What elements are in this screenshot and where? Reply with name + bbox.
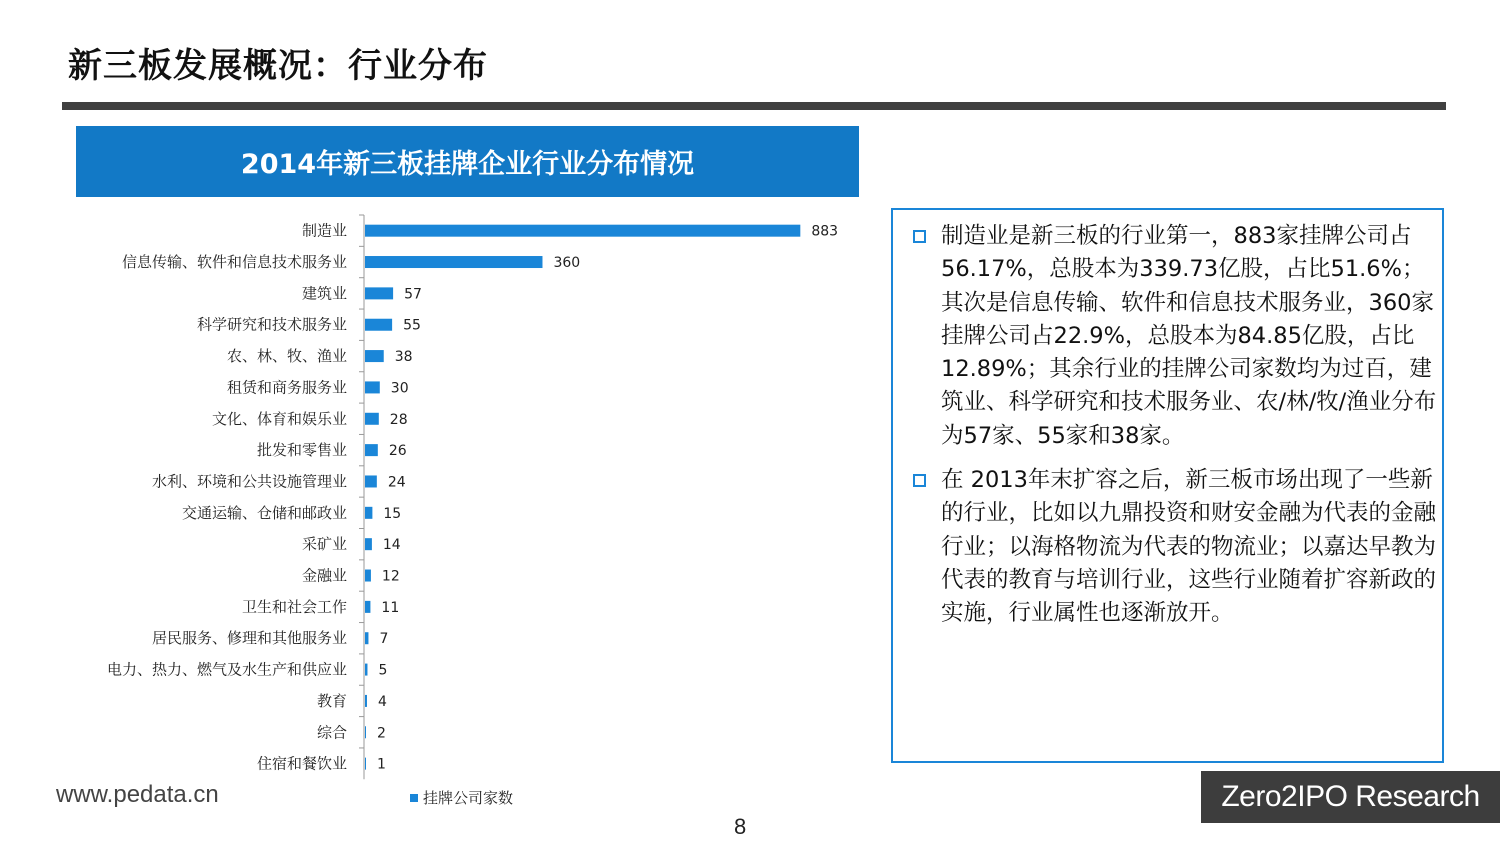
- data-label: 26: [388, 443, 407, 460]
- bar: [365, 381, 380, 393]
- data-label: 2: [377, 725, 386, 742]
- category-label: 电力、热力、燃气及水生产和供应业: [106, 660, 347, 679]
- note-text: 制造业是新三板的行业第一，883家挂牌公司占56.17%，总股本为339.73亿股，占比51.6%；其次是信息传输、软件和信息技术服务业，360家挂牌公司占22.9%，总股本为84.85亿股，占比12.89%；其余行业的挂牌公司家数均为过百，建筑业、科学研究和技术服务业、农/林/牧/渔业分布为57家、55家和38家。: [941, 223, 1437, 449]
- bar: [365, 538, 372, 550]
- data-label: 7: [379, 631, 389, 648]
- note-text: 在 2013年末扩容之后，新三板市场出现了一些新的行业，比如以九鼎投资和财安金融为代表的金融行业；以海格物流为代表的物流业；以嘉达早教为代表的教育与培训行业，这些行业随着扩容新政的实施，行业属性也逐渐放开。: [941, 467, 1437, 627]
- chart-title: 2014年新三板挂牌企业行业分布情况: [76, 126, 859, 197]
- bar: [365, 350, 384, 362]
- category-label: 文化、体育和娱乐业: [211, 409, 347, 428]
- category-label: 信息传输、软件和信息技术服务业: [121, 253, 347, 272]
- website-link[interactable]: www.pedata.cn: [56, 781, 219, 808]
- category-label: 建筑业: [301, 284, 347, 303]
- data-label: 11: [381, 599, 400, 616]
- data-label: 360: [553, 255, 581, 272]
- bar: [365, 507, 372, 519]
- data-label: 12: [381, 568, 400, 585]
- bar: [365, 225, 800, 237]
- data-label: 15: [383, 505, 402, 522]
- square-bullet-icon: [913, 230, 926, 243]
- category-label: 批发和零售业: [256, 441, 347, 460]
- bar: [365, 758, 366, 770]
- bar: [365, 726, 366, 738]
- data-label: 24: [387, 474, 406, 491]
- category-label: 科学研究和技术服务业: [196, 315, 347, 334]
- page-title: 新三板发展概况：行业分布: [68, 46, 488, 86]
- category-label: 交通运输、仓储和邮政业: [181, 503, 347, 522]
- category-label: 租赁和商务服务业: [226, 378, 347, 397]
- bar: [365, 413, 379, 425]
- bar-chart: [0, 205, 860, 783]
- category-label: 综合: [316, 723, 347, 742]
- data-label: 5: [378, 662, 388, 679]
- data-label: 14: [382, 537, 401, 554]
- category-label: 水利、环境和公共设施管理业: [151, 472, 347, 491]
- title-divider: [62, 102, 1446, 110]
- bar: [365, 319, 392, 331]
- category-label: 住宿和餐饮业: [256, 754, 347, 773]
- bar: [365, 444, 378, 456]
- bar: [365, 601, 370, 613]
- bar: [365, 475, 377, 487]
- data-label: 55: [403, 317, 421, 334]
- bar: [365, 664, 367, 676]
- category-label: 制造业: [301, 221, 347, 240]
- notes-panel: [891, 208, 1444, 763]
- bar: [365, 632, 368, 644]
- category-label: 农、林、牧、渔业: [226, 347, 347, 366]
- category-label: 教育: [316, 691, 347, 710]
- data-label: 30: [390, 380, 409, 397]
- category-label: 金融业: [301, 566, 347, 585]
- data-label: 28: [389, 411, 408, 428]
- bar: [365, 256, 542, 268]
- data-label: 57: [404, 286, 422, 303]
- bar: [365, 570, 371, 582]
- category-label: 居民服务、修理和其他服务业: [151, 629, 347, 648]
- square-bullet-icon: [913, 474, 926, 487]
- legend-label: 挂牌公司家数: [423, 789, 514, 807]
- bar: [365, 287, 393, 299]
- brand-logo: Zero2IPO Research: [1201, 771, 1500, 823]
- legend-swatch: [410, 794, 418, 802]
- data-label: 38: [394, 349, 413, 366]
- bar: [365, 695, 367, 707]
- note-item: [913, 220, 1439, 453]
- note-item: [913, 464, 1439, 630]
- chart-legend: [410, 787, 513, 808]
- page-number: 8: [734, 814, 747, 839]
- data-label: 883: [811, 223, 839, 240]
- category-label: 卫生和社会工作: [241, 597, 347, 616]
- data-label: 1: [377, 756, 386, 773]
- data-label: 4: [377, 693, 387, 710]
- category-label: 采矿业: [301, 535, 347, 554]
